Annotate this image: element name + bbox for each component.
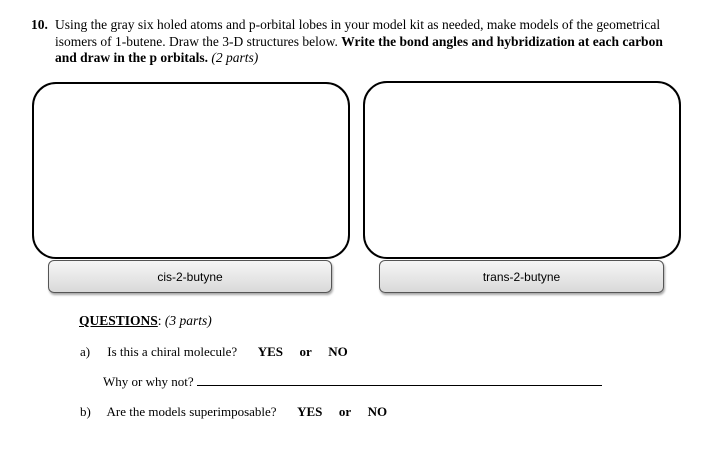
question-b-or: or	[338, 404, 352, 419]
drawing-box-cis[interactable]	[32, 82, 350, 259]
question-a-marker: a)	[80, 344, 91, 359]
question-parts-note: (2 parts)	[211, 50, 259, 65]
question-a-or: or	[299, 344, 312, 359]
question-a	[80, 344, 348, 360]
question-a-text: Is this a chiral molecule?	[107, 344, 238, 359]
question-bold-instructions: Write the bond angles and hybridization at each carbon and draw in the p orbitals.	[55, 33, 663, 65]
question-b-yes[interactable]: YES	[297, 404, 323, 419]
label-cis: cis-2-butyne	[157, 269, 223, 284]
label-bar-trans	[379, 260, 664, 293]
questions-colon: :	[157, 313, 162, 328]
question-b-marker: b)	[80, 404, 91, 419]
question-b-text: Are the models superimposable?	[106, 404, 277, 419]
question-a-no[interactable]: NO	[328, 344, 348, 359]
questions-parts-note: (3 parts)	[164, 313, 212, 328]
why-prompt: Why or why not?	[103, 374, 194, 389]
why-line	[103, 374, 602, 390]
question-text	[55, 17, 685, 67]
label-trans: trans-2-butyne	[482, 269, 561, 284]
question-b	[80, 404, 387, 420]
question-instructions: Using the gray six holed atoms and p-orbital lobes in your model kit as needed, make models of the geometrical isomers of 1-butene. Draw the 3-D structures below.	[55, 17, 661, 49]
question-number: 10.	[31, 17, 48, 32]
question-b-no[interactable]: NO	[367, 404, 388, 419]
label-bar-cis	[48, 260, 332, 293]
questions-title: QUESTIONS	[79, 313, 158, 328]
why-answer-blank[interactable]	[197, 375, 602, 386]
questions-heading	[79, 313, 212, 329]
drawing-box-trans[interactable]	[363, 81, 681, 259]
question-a-yes[interactable]: YES	[257, 344, 283, 359]
